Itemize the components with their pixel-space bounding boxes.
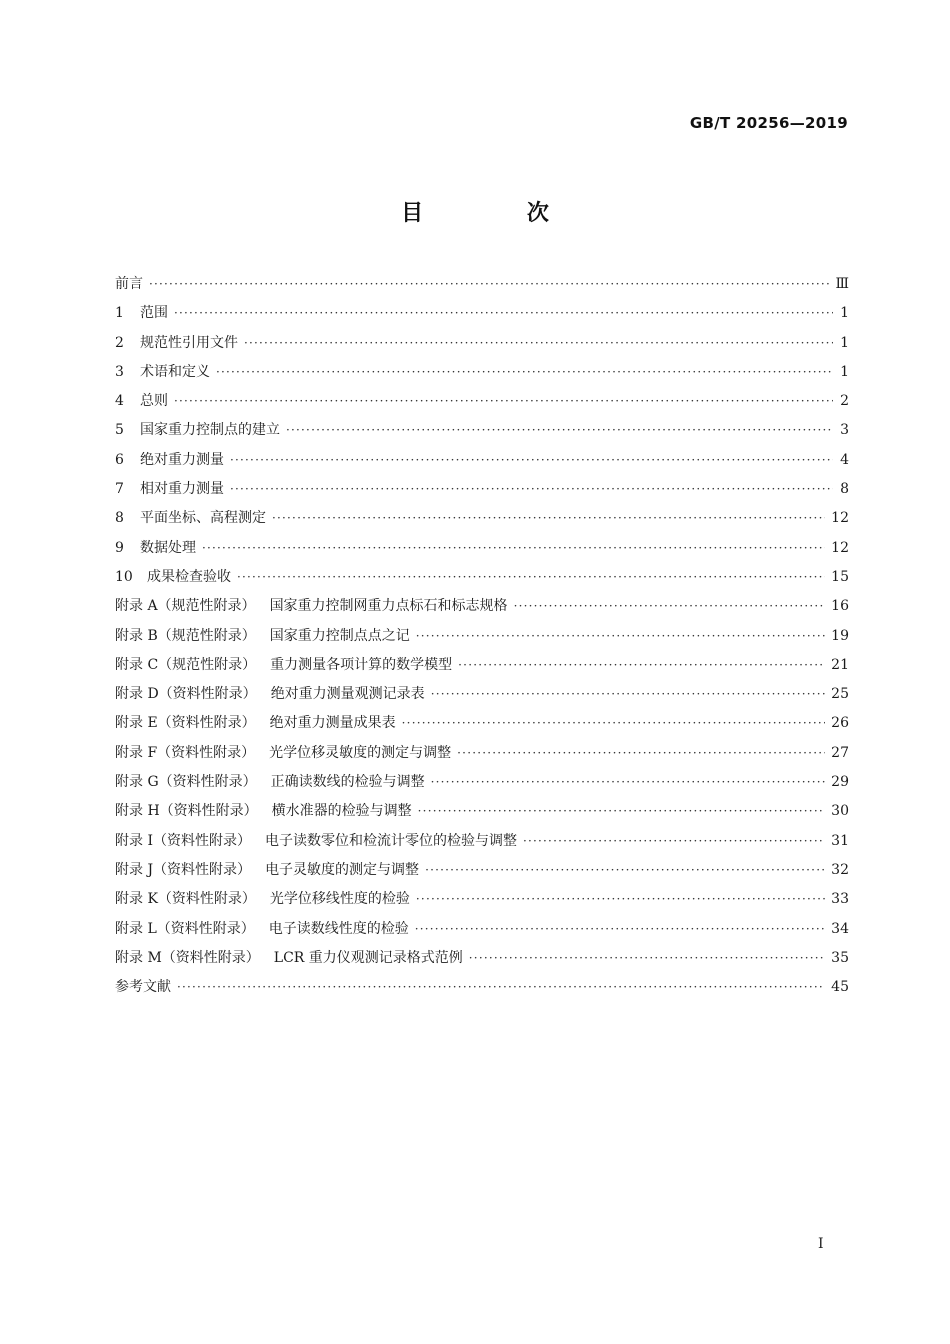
toc-entry-title: 重力测量各项计算的数学模型: [270, 656, 453, 673]
toc-appendix-designation: 附录 L（资料性附录）: [115, 920, 255, 937]
toc-section-number: 4: [115, 393, 124, 410]
toc-appendix-designation: 附录 F（资料性附录）: [115, 744, 256, 761]
toc-section-number: 10: [115, 568, 133, 585]
toc-entry-label: [115, 709, 402, 738]
toc-appendix-designation: 附录 J（资料性附录）: [115, 861, 252, 878]
toc-section-number: 9: [115, 539, 124, 556]
toc-entry-label: [115, 622, 416, 651]
toc-leader-dots: [431, 680, 825, 709]
toc-page-number: 16: [831, 598, 849, 615]
toc-entry-title: 规范性引用文件: [140, 334, 238, 351]
toc-entry[interactable]: [115, 329, 849, 358]
toc-leader-dots: [177, 973, 825, 1002]
toc-entry[interactable]: [115, 446, 849, 475]
toc-page-number: 12: [831, 539, 849, 556]
toc-entry-title: 国家重力控制点的建立: [140, 422, 280, 439]
toc-entry[interactable]: [115, 651, 849, 680]
toc-page-number: 27: [831, 744, 849, 761]
toc-leader-dots: [237, 563, 825, 592]
toc-leader-dots: [174, 299, 833, 328]
toc-page-number: 25: [831, 686, 849, 703]
toc-entry-label: [115, 651, 458, 680]
toc-page-number: 30: [831, 803, 849, 820]
toc-section-number: 7: [115, 481, 124, 498]
standard-number: GB/T 20256—2019: [689, 114, 848, 132]
toc-entry-title: 总则: [140, 393, 168, 410]
toc-leader-dots: [149, 270, 829, 299]
toc-appendix-designation: 附录 E（资料性附录）: [115, 715, 256, 732]
table-of-contents: [115, 270, 849, 1002]
toc-appendix-designation: 附录 D（资料性附录）: [115, 686, 257, 703]
toc-entry[interactable]: [115, 709, 849, 738]
toc-entry-label: [115, 416, 286, 445]
toc-leader-dots: [416, 622, 825, 651]
toc-section-number: 8: [115, 510, 124, 527]
toc-page-number: 29: [831, 774, 849, 791]
toc-entry-label: [115, 534, 202, 563]
toc-entry[interactable]: [115, 270, 849, 299]
toc-entry-label: [115, 885, 416, 914]
toc-appendix-designation: 附录 B（规范性附录）: [115, 627, 256, 644]
toc-page-number: 19: [831, 627, 849, 644]
toc-leader-dots: [416, 885, 825, 914]
toc-entry-title: 范围: [140, 305, 168, 322]
toc-entry[interactable]: [115, 915, 849, 944]
toc-leader-dots: [457, 739, 825, 768]
toc-entry-title: 国家重力控制网重力点标石和标志规格: [269, 598, 508, 615]
toc-entry-title: 正确读数线的检验与调整: [270, 774, 425, 791]
toc-entry-title: 术语和定义: [140, 363, 210, 380]
toc-page-number: 12: [831, 510, 849, 527]
toc-page-number: 3: [840, 422, 849, 439]
toc-appendix-designation: 附录 K（资料性附录）: [115, 891, 256, 908]
toc-leader-dots: [244, 329, 833, 358]
toc-entry-title: 前言: [115, 276, 143, 292]
toc-entry-label: [115, 446, 230, 475]
toc-leader-dots: [230, 446, 833, 475]
toc-leader-dots: [402, 709, 826, 738]
toc-entry-title: LCR 重力仪观测记录格式范例: [273, 949, 463, 966]
toc-entry-title: 数据处理: [140, 539, 196, 556]
toc-entry-title: 电子灵敏度的测定与调整: [265, 861, 420, 878]
toc-entry[interactable]: [115, 387, 849, 416]
toc-entry-label: [115, 827, 523, 856]
toc-entry-title: 参考文献: [115, 979, 171, 996]
toc-page-number: 4: [840, 451, 849, 468]
toc-leader-dots: [458, 651, 825, 680]
toc-entry[interactable]: [115, 563, 849, 592]
toc-entry-label: [115, 563, 237, 592]
toc-entry[interactable]: [115, 622, 849, 651]
toc-leader-dots: [514, 592, 826, 621]
toc-page-number: 1: [840, 334, 849, 351]
page-title: 目 次: [401, 201, 597, 226]
toc-entry-title: 光学位移灵敏度的测定与调整: [269, 744, 452, 761]
toc-page-number: 45: [831, 979, 849, 996]
toc-section-number: 6: [115, 451, 124, 468]
toc-entry[interactable]: [115, 856, 849, 885]
toc-entry-label: [115, 915, 415, 944]
toc-leader-dots: [230, 475, 833, 504]
toc-entry-label: [115, 358, 216, 387]
toc-leader-dots: [425, 856, 825, 885]
toc-entry[interactable]: [115, 534, 849, 563]
toc-leader-dots: [469, 944, 825, 973]
toc-entry-label: [115, 387, 174, 416]
toc-leader-dots: [202, 534, 825, 563]
toc-entry[interactable]: [115, 797, 849, 826]
toc-page-number: 35: [831, 949, 849, 966]
toc-entry-label: [115, 504, 272, 533]
toc-appendix-designation: 附录 A（规范性附录）: [115, 598, 256, 615]
toc-entry[interactable]: [115, 299, 849, 328]
toc-entry[interactable]: [115, 739, 849, 768]
toc-entry-label: [115, 329, 244, 358]
toc-entry-label: [115, 973, 177, 1002]
toc-page-number: 26: [831, 715, 849, 732]
toc-entry[interactable]: [115, 680, 849, 709]
toc-entry[interactable]: [115, 768, 849, 797]
toc-entry[interactable]: [115, 592, 849, 621]
toc-entry-label: [115, 680, 431, 709]
toc-entry[interactable]: [115, 416, 849, 445]
toc-page-number: 33: [831, 891, 849, 908]
toc-page-number: 1: [840, 363, 849, 380]
toc-leader-dots: [216, 358, 833, 387]
toc-entry-title: 横水准器的检验与调整: [271, 803, 412, 820]
toc-page-number: 31: [831, 832, 849, 849]
toc-page-number: 15: [831, 568, 849, 585]
toc-entry[interactable]: [115, 504, 849, 533]
toc-entry[interactable]: [115, 885, 849, 914]
toc-page-number: 1: [840, 305, 849, 322]
toc-appendix-designation: 附录 M（资料性附录）: [115, 949, 260, 966]
toc-appendix-designation: 附录 I（资料性附录）: [115, 832, 251, 849]
toc-leader-dots: [286, 416, 833, 445]
toc-section-number: 5: [115, 422, 124, 439]
toc-entry[interactable]: [115, 973, 849, 1002]
toc-section-number: 3: [115, 363, 124, 380]
toc-entry-title: 成果检查验收: [147, 568, 231, 585]
toc-entry-label: [115, 299, 174, 328]
toc-leader-dots: [431, 768, 826, 797]
toc-entry-label: [115, 797, 418, 826]
toc-entry-title: 国家重力控制点点之记: [269, 627, 410, 644]
toc-entry-title: 绝对重力测量: [140, 451, 224, 468]
toc-page-number: 8: [840, 481, 849, 498]
toc-entry-label: [115, 768, 431, 797]
toc-entry[interactable]: [115, 944, 849, 973]
toc-entry-label: [115, 592, 514, 621]
toc-entry-title: 绝对重力测量成果表: [269, 715, 396, 732]
toc-page-number: 21: [831, 656, 849, 673]
toc-page-number: 2: [840, 393, 849, 410]
toc-entry-title: 平面坐标、高程测定: [140, 510, 266, 527]
toc-section-number: 2: [115, 334, 124, 351]
toc-page-number: 34: [831, 920, 849, 937]
toc-entry-title: 电子读数零位和检流计零位的检验与调整: [264, 832, 517, 849]
toc-entry[interactable]: [115, 475, 849, 504]
toc-appendix-designation: 附录 G（资料性附录）: [115, 774, 257, 791]
toc-section-number: 1: [115, 305, 124, 322]
toc-leader-dots: [272, 504, 825, 533]
toc-appendix-designation: 附录 C（规范性附录）: [115, 656, 257, 673]
toc-entry-title: 相对重力测量: [140, 481, 224, 498]
toc-entry-title: 光学位移线性度的检验: [269, 891, 410, 908]
toc-entry-label: [115, 944, 469, 973]
toc-leader-dots: [415, 915, 825, 944]
toc-page-number: Ⅲ: [835, 276, 849, 292]
page-number: Ⅰ: [818, 1236, 824, 1252]
toc-leader-dots: [418, 797, 826, 826]
toc-appendix-designation: 附录 H（资料性附录）: [115, 803, 258, 820]
toc-entry[interactable]: [115, 358, 849, 387]
toc-page-number: 32: [831, 861, 849, 878]
toc-entry-title: 电子读数线性度的检验: [268, 920, 409, 937]
toc-leader-dots: [174, 387, 833, 416]
toc-leader-dots: [523, 827, 825, 856]
toc-entry-label: [115, 739, 457, 768]
toc-entry-label: [115, 270, 149, 299]
toc-entry-label: [115, 475, 230, 504]
toc-entry-label: [115, 856, 425, 885]
toc-entry[interactable]: [115, 827, 849, 856]
toc-entry-title: 绝对重力测量观测记录表: [270, 686, 425, 703]
